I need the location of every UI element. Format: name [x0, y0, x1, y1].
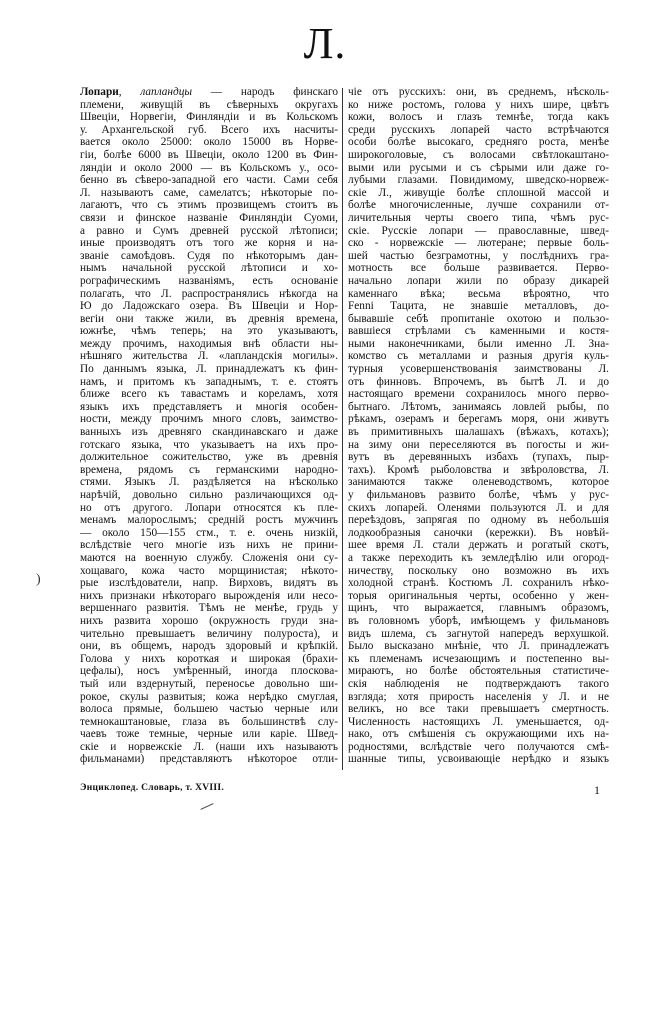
text-line: между прочимъ, находимыя внѣ области ны- [80, 337, 338, 350]
text-line: скіе Л., живущіе болѣе сплошной массой и [348, 186, 609, 199]
text-line: въ примитивныхъ шалашахъ (вѣжахъ, котахъ); [348, 426, 609, 439]
text-line: нихъ признаки нѣкотораго вырожденія или несо- [80, 589, 338, 602]
text-line: шее время Л. стали держать и рогатый скотъ, [348, 539, 609, 552]
page-number: 1 [594, 783, 600, 797]
text-line: нарѣчій, довольно сильно различающихся од- [80, 489, 338, 501]
text-line: чаевъ тоже темные, черные или каріе. Швед- [80, 728, 338, 741]
text-line: вслѣдствіе чего многіе изъ нихъ не прини- [80, 539, 338, 552]
text-line: бывавшіе себѣ пропитаніе охотою и пользо- [348, 312, 609, 325]
right-column [348, 86, 609, 766]
text-line: мотность все больше развивается. Перво- [348, 262, 609, 275]
text-line: готскаго языка, что указываетъ на ихъ про- [80, 438, 338, 451]
text-line: нако, отъ смѣшенія съ окружающими ихъ на- [348, 728, 609, 741]
text-line: у фильмановъ развито болѣе, чѣмъ у рус- [348, 489, 609, 501]
text-line: полагать, что Л. распространялись нѣкогда на [80, 287, 338, 300]
text-line: языкъ ихъ представляетъ и многія особен- [80, 400, 338, 413]
text-line: иные производятъ отъ того же корня и на- [80, 237, 338, 250]
text-line: ными наконечниками, были именно Л. Зна- [348, 337, 609, 350]
text-line: родностями, вслѣдствіе чего получаются смѣ- [348, 740, 609, 753]
margin-mark: ) [36, 572, 41, 587]
text-line: хощаваго, кожа часто морщинистая; нѣкото- [80, 564, 338, 577]
text-line: тый или вздернутый, переносье довольно ши- [80, 677, 338, 690]
text-line: щинъ, что выражается, главнымъ образомъ, [348, 602, 609, 615]
text-line: маются на военную службу. Сложенія они су- [80, 551, 338, 564]
text-line: менамъ малорослымъ; средній ростъ мужчинъ [80, 514, 338, 527]
text-line: нихъ развита хорошо (окружность груди зна- [80, 614, 338, 627]
text-line: личительныя черты своего типа, чѣмъ рус- [348, 211, 609, 224]
text-line: ванныхъ изъ древняго скандинавскаго и даже [80, 426, 338, 439]
text-line: рографическимъ названіямъ, есть основаніе [80, 274, 338, 287]
text-line: болѣе многочисленные, лучше сохранили от- [348, 199, 609, 212]
text-line: волоса прямые, большею частью черные или [80, 703, 338, 716]
entry-comma: , [118, 86, 141, 98]
text-line: скія наблюденія не подтверждаютъ такого [348, 677, 609, 690]
text-line: у. Архангельской губ. Всего ихъ насчиты- [80, 123, 338, 136]
text-line: племени, живущій въ сѣверныхъ округахъ [80, 98, 338, 111]
text-line: каменнаго вѣка; весьма вѣроятно, что [348, 287, 609, 300]
text-line: Л. называютъ саме, самелатсъ; нѣкоторые по- [80, 186, 338, 199]
text-line: широкоголовые, съ волосами свѣтлокаштано- [348, 148, 609, 161]
text-line: лодкообразныя саночки (кережки). Въ новѣй- [348, 526, 609, 539]
text-line: переѣздовъ, запрягая по одному въ небольшія [348, 514, 609, 527]
text-line: ляндіи и около 2000 — въ Кольскомъ у., осо- [80, 161, 338, 174]
scan-mark [200, 803, 213, 810]
text-line: Численность настоящихъ Л. уменьшается, од- [348, 715, 609, 728]
text-line: чіе отъ русскихъ: они, въ среднемъ, нѣсколь- [348, 86, 609, 98]
text-line: Fenni Тацита, не знавшіе металловъ, до- [348, 300, 609, 313]
text-line: скихъ лопарей. Оленями пользуются Л. и для [348, 501, 609, 514]
text-line: въ головномъ уборѣ, имѣющемъ у фильмановъ [348, 614, 609, 627]
text-line: взгляда; хотя прирость населенія у Л. и не [348, 690, 609, 703]
text-line: вегіи они также жили, въ древнія времена, [80, 312, 338, 325]
text-line: шей частью безграмотны, у послѣднихъ гра- [348, 249, 609, 262]
text-line: турныя усовершенствованія заимствованы Л. [348, 363, 609, 376]
text-line: званіе самоѣдовъ. Судя по нѣкоторымъ дан- [80, 249, 338, 262]
text-line: лагаютъ, что съ этимъ прозвищемъ стоитъ въ [80, 199, 338, 212]
left-column-lines [80, 99, 338, 766]
text-line: вершеннаго развитія. Тѣмъ не менѣе, грудь у [80, 602, 338, 615]
entry-term: Лопари [80, 86, 119, 98]
text-line: нѣшняго жительства Л. «лапландскія могилы». [80, 350, 338, 363]
text-line: бенно въ сѣверо-западной его части. Сами себя [80, 174, 338, 187]
article-first-line [80, 86, 338, 99]
text-line: времена, рядомъ съ германскими народно- [80, 463, 338, 476]
text-line: отъ финновъ. Впрочемъ, въ бытѣ Л. и до [348, 375, 609, 388]
text-line: скіе. Русскіе лопари — православные, швед- [348, 224, 609, 237]
text-line: кожи, волосъ и глазъ темнѣе, тогда какъ [348, 111, 609, 124]
text-line: Швеціи, Норвегіи, Финляндіи и въ Кольскомъ [80, 111, 338, 124]
entry-alias: лапландцы [140, 86, 193, 98]
text-line: среди русскихъ лопарей часто встрѣчаются [348, 123, 609, 136]
text-line: рокое, скулы развитыя; кожа нерѣдко смуглая, [80, 690, 338, 703]
text-line: но отъ другого. Лопари относятся къ пле- [80, 501, 338, 514]
text-line: должительное сожительство, уже въ древнія [80, 451, 338, 464]
column-divider [342, 88, 343, 770]
text-line: темнокаштановые, глаза въ большинствѣ слу- [80, 715, 338, 728]
text-line: ности, между прочимъ много словъ, заимство- [80, 413, 338, 426]
text-line: ко ниже ростомъ, голова у нихъ шире, цвѣтъ [348, 98, 609, 111]
text-line: а также переходить къ земледѣлію или огород- [348, 551, 609, 564]
text-line: Ю до Ладожскаго озера. Въ Швеціи и Нор- [80, 300, 338, 313]
text-line: цефалы), носъ умѣренный, иногда плоскова- [80, 665, 338, 678]
text-line: намъ, и притомъ къ западнымъ, т. е. стоятъ [80, 375, 338, 388]
text-line: они, въ общемъ, народъ здоровый и крѣпкій. [80, 640, 338, 653]
entry-first-rest: — народъ финскаго [192, 86, 338, 98]
text-line: тахъ). Кромѣ рыболовства и звѣроловства, Л. [348, 463, 609, 476]
text-line: начально лопари жили по образу дикарей [348, 274, 609, 287]
text-line: стями. Языкъ Л. раздѣляется на нѣсколько [80, 476, 338, 489]
text-line: лубыми глазами. Повидимому, шведско-норвеж- [348, 174, 609, 187]
text-line: южнѣе, чѣмъ теперь; на это указываютъ, [80, 325, 338, 338]
text-line: — около 150—155 стм., т. е. очень низкій, [80, 526, 338, 539]
text-line: По даннымъ языка, Л. принадлежатъ къ фин- [80, 363, 338, 376]
text-line: ничеству, поскольку оно возможно въ ихъ [348, 564, 609, 577]
text-line: шанные типы, усвоивающіе нерѣдко и языкъ [348, 753, 609, 766]
text-line: выми или русыми и съ сѣрыми или даже го- [348, 161, 609, 174]
text-line: ближе всего къ тавастамъ и кореламъ, хотя [80, 388, 338, 401]
text-line: холодной странѣ. Костюмъ Л. сохранилъ нѣко- [348, 577, 609, 590]
text-line: занимаются также оленеводствомъ, которое [348, 476, 609, 489]
text-line: связи и финское названіе Финляндіи Суоми, [80, 211, 338, 224]
text-line: гіи, болѣе 6000 въ Швеціи, около 1200 въ Фин- [80, 148, 338, 161]
text-line: видъ шлема, съ загнутой напередъ верхушкой. [348, 627, 609, 640]
text-line: великъ, но все таки превышаетъ смертность. [348, 703, 609, 716]
text-line: вутъ въ деревянныхъ избахъ (тупахъ, пыр- [348, 451, 609, 464]
text-line: вается около 25000: около 15000 въ Норве- [80, 136, 338, 149]
text-line: къ племенамъ исчезающимъ и постепенно вы- [348, 652, 609, 665]
text-line: рые изслѣдователи, напр. Вирховъ, видятъ въ [80, 577, 338, 590]
text-line: вавшіеся стрѣлами съ каменными и костя- [348, 325, 609, 338]
text-line: мираютъ, но болѣе обстоятельныя статистиче- [348, 665, 609, 678]
text-line: Было высказано мнѣніе, что Л. принадлежатъ [348, 640, 609, 653]
page-heading: Л. [303, 19, 347, 68]
text-line: на зиму они переселяются въ погосты и жи- [348, 438, 609, 451]
footer-signature: Энциклопед. Словарь, т. XVIII. [80, 783, 225, 793]
text-line: скіе и норвежскіе Л. (наши ихъ называютъ [80, 740, 338, 753]
text-line: особи болѣе высокаго, средняго роста, менѣе [348, 136, 609, 149]
text-line: ско - норвежскіе — лютеране; первые боль- [348, 237, 609, 250]
text-line: рѣкамъ, озерамъ и берегамъ моря, они живутъ [348, 413, 609, 426]
text-line: а равно и Сумъ древней русской лѣтописи; [80, 224, 338, 237]
text-line: фильманами) представляютъ нѣкоторое отли- [80, 753, 338, 766]
text-line: нымъ начальной русской лѣтописи и хо- [80, 262, 338, 275]
text-line: комство съ металлами и разныя другія куль- [348, 350, 609, 363]
text-line: торыя оригинальныя черты, особенно у жен- [348, 589, 609, 602]
left-column [80, 86, 338, 766]
text-line: Голова у нихъ короткая и широкая (брахи- [80, 652, 338, 665]
text-line: настоящаго времени сохранилось много перво- [348, 388, 609, 401]
text-line: чительно превышаетъ величину полуроста), и [80, 627, 338, 640]
text-line: бытнаго. Лѣтомъ, занимаясь ловлей рыбы, по [348, 400, 609, 413]
